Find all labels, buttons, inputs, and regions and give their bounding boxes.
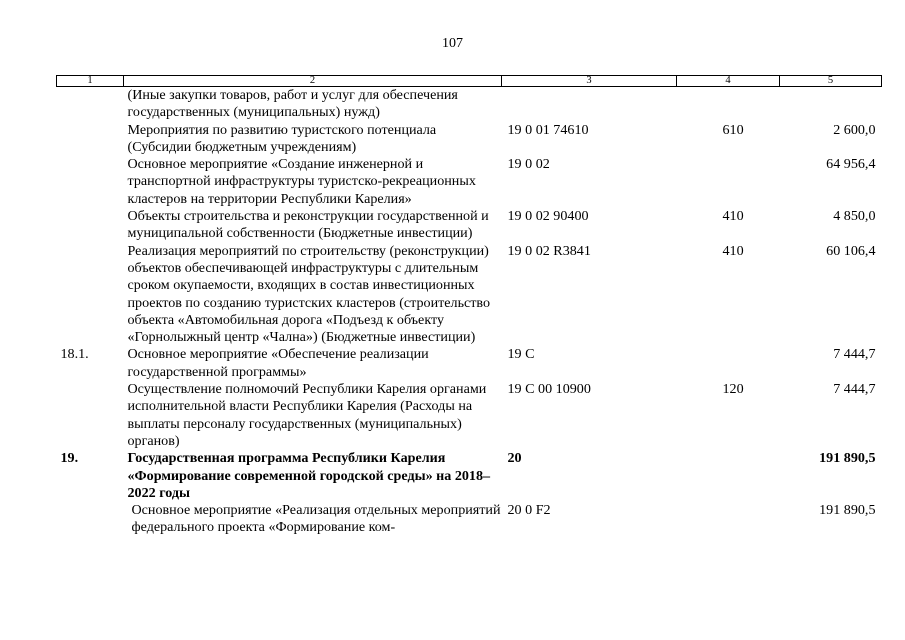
row-code: 19 0 02 R3841 [507,242,591,259]
row-number [57,87,124,122]
row-amount [780,87,882,122]
table-row [57,346,882,381]
row-amount: 60 106,4 [826,242,876,259]
row-number: 18.1. [60,346,89,363]
row-expense-type [677,87,780,122]
header-col-2: 2 [124,76,502,87]
row-name: Основное мероприятие «Обеспечение реализации государственной программы» [127,346,429,380]
row-code: 19 0 02 [507,156,550,173]
table-header [57,76,882,87]
row-number [57,156,124,208]
row-name: Государственная программа Республики Карелия «Формирование современной городской среды» на 2018–2022 годы [127,450,491,501]
row-amount: 7 444,7 [833,346,876,363]
row-amount: 64 956,4 [826,156,876,173]
page-number: 107 [442,36,463,51]
table-row-program [57,450,882,502]
row-name: Объекты строительства и реконструкции государственной и муниципальной собственности (Бюджетные инвестиции) [127,208,489,242]
row-number: 19. [60,450,79,467]
row-code: 19 С [507,346,535,363]
row-number [57,502,124,537]
row-expense-type [677,450,780,502]
budget-table [56,75,882,537]
table-row [57,381,882,450]
table-row [57,87,882,122]
row-amount: 191 890,5 [819,450,876,467]
row-expense-type: 120 [722,381,744,398]
row-code: 19 С 00 10900 [507,381,591,398]
row-number [57,208,124,243]
row-code: 19 0 02 90400 [507,208,589,225]
header-col-4: 4 [677,76,780,87]
row-amount: 2 600,0 [833,121,876,138]
table-row [57,122,882,157]
table-row [57,502,882,537]
header-col-5: 5 [780,76,882,87]
table-row [57,208,882,243]
table-row [57,243,882,347]
row-expense-type [677,346,780,381]
table-row [57,156,882,208]
row-code: 20 0 F2 [507,502,551,519]
row-number [57,243,124,347]
header-col-1: 1 [57,76,124,87]
row-expense-type [677,502,780,537]
row-amount: 4 850,0 [833,208,876,225]
row-name: Основное мероприятие «Создание инженерной и транспортной инфраструктуры туристско-рекреационных кластеров на территории Республики Карелия» [127,156,476,207]
row-code: 19 0 01 74610 [507,121,589,138]
row-number [57,381,124,450]
row-name: Основное мероприятие «Реализация отдельных мероприятий федерального проекта «Формирование ком- [131,502,501,536]
row-name: Осуществление полномочий Республики Карелия органами исполнительной власти Республики Карелия (Расходы на выплаты персоналу государственных (муниципальных) органов) [127,381,487,449]
row-expense-type: 610 [722,121,744,138]
row-amount: 191 890,5 [819,502,876,519]
row-expense-type: 410 [722,242,744,259]
header-col-3: 3 [502,76,677,87]
row-name: Реализация мероприятий по строительству (реконструкции) объектов обеспечивающей инфраструктуры с длительным сроком окупаемости, входящих в состав инвестиционных проектов по созданию туристских кластеров (строительство объекта «Автомобильная дорога «Подъезд к объекту «Горнолыжный центр «Чална») (Бюджетные инвестиции) [127,242,491,346]
row-expense-type: 410 [722,208,744,225]
row-amount: 7 444,7 [833,381,876,398]
row-code: 20 [507,450,522,467]
row-expense-type [677,156,780,208]
row-code [502,87,677,122]
row-number [57,122,124,157]
row-name: Мероприятия по развитию туристского потенциала (Субсидии бюджетным учреждениям) [127,121,437,155]
table-body [57,87,882,537]
row-name: (Иные закупки товаров, работ и услуг для обеспечения государственных (муниципальных) нужд) [127,87,458,121]
